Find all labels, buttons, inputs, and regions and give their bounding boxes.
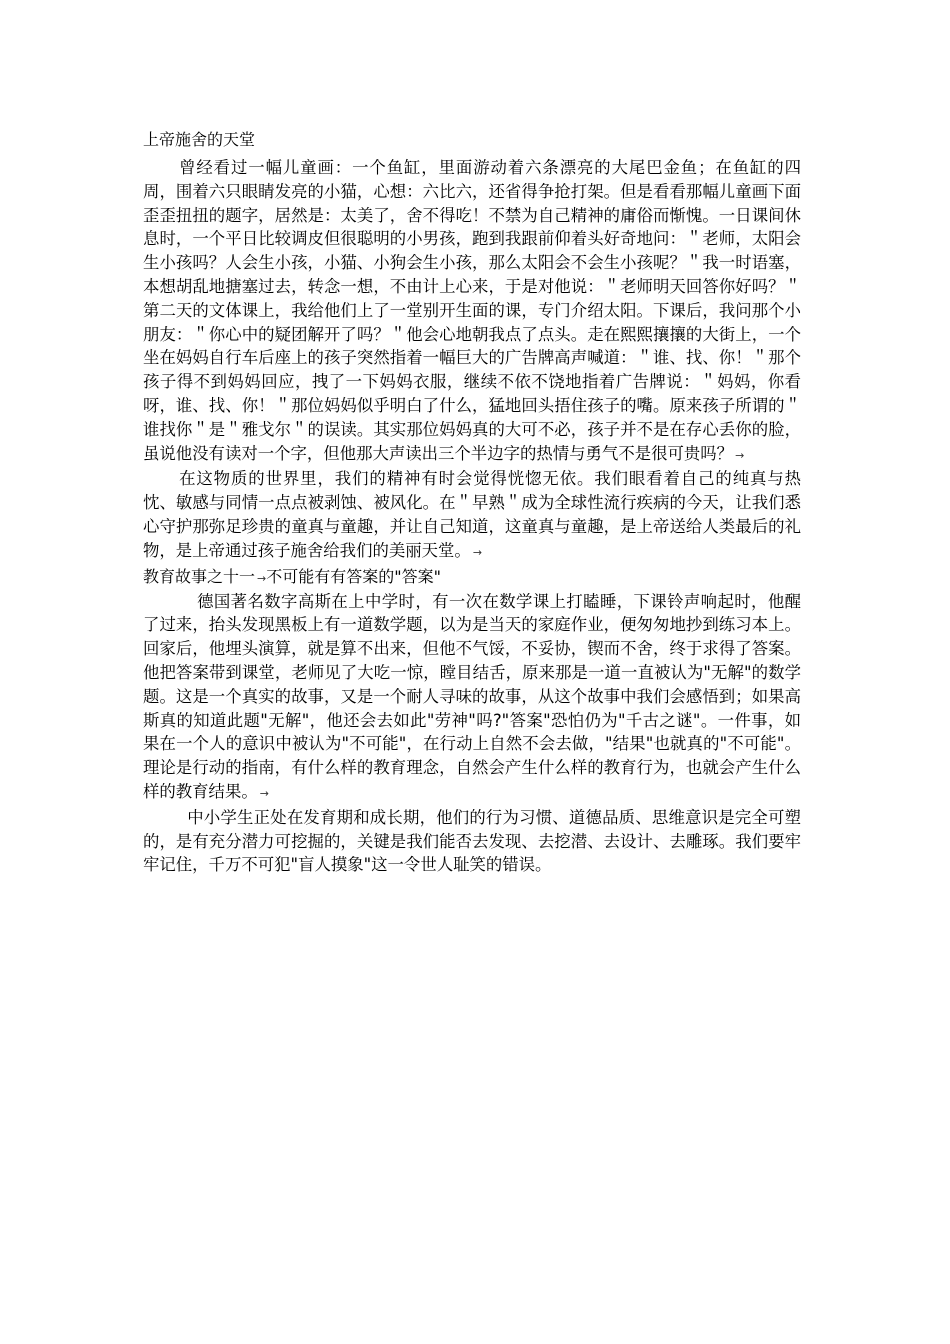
document-page	[143, 130, 801, 877]
paragraph-mark-arrow: →	[259, 786, 269, 800]
heading-mark-arrow: →	[257, 571, 267, 585]
paragraph-text: 曾经看过一幅儿童画：一个鱼缸，里面游动着六条漂亮的大尾巴金鱼；在鱼缸的四周，围着六只眼睛发亮的小猫，心想：六比六，还省得争抢打架。但是看看那幅儿童画下面歪歪扭扭的题字，居然是：太美了，舍不得吃！不禁为自己精神的庸俗而惭愧。一日课间休息时，一个平日比较调皮但很聪明的小男孩，跑到我跟前仰着头好奇地问：＂老师，太阳会生小孩吗？人会生小孩，小猫、小狗会生小孩，那么太阳会不会生小孩呢？＂我一时语塞，本想胡乱地搪塞过去，转念一想，不由计上心来，于是对他说：＂老师明天回答你好吗？＂第二天的文体课上，我给他们上了一堂别开生面的课，专门介绍太阳。下课后，我问那个小朋友：＂你心中的疑团解开了吗？＂他会心地朝我点了点头。走在熙熙攘攘的大街上，一个坐在妈妈自行车后座上的孩子突然指着一幅巨大的广告牌高声喊道：＂谁、找、你！＂那个孩子得不到妈妈回应，拽了一下妈妈衣服，继续不依不饶地指着广告牌说：＂妈妈，你看呀，谁、找、你！＂那位妈妈似乎明白了什么，猛地回头捂住孩子的嘴。原来孩子所谓的＂谁找你＂是＂雅戈尔＂的误读。其实那位妈妈真的大可不必，孩子并不是在存心丢你的脸，虽说他没有读对一个字，但他那大声读出三个半边字的热情与勇气不是很可贵吗？	[143, 158, 801, 463]
paragraph-students-potential	[143, 806, 801, 877]
paragraph-text: 中小学生正处在发育期和成长期，他们的行为习惯、道德品质、思维意识是完全可塑的，是有充分潜力可挖掘的，关键是我们能否去发现、去挖潜、去设计、去雕琢。我们要牢牢记住，千万不可犯"盲人摸象"这一令世人耻笑的错误。	[143, 807, 801, 875]
section-subtitle: 不可能有有答案的"答案"	[266, 566, 441, 586]
paragraph-gauss-story	[143, 590, 801, 806]
section-heading-label: 教育故事之十一	[143, 566, 256, 586]
paragraph-mark-arrow: →	[472, 545, 483, 559]
paragraph-text: 德国著名数字高斯在上中学时，有一次在数学课上打瞌睡，下课铃声响起时，他醒了过来，抬头发现黑板上有一道数学题，以为是当天的家庭作业，便匆匆地抄到练习本上。回家后，他埋头演算，就是算不出来，但他不气馁，不妥协，锲而不舍，终于求得了答案。他把答案带到课堂，老师见了大吃一惊，瞠目结舌，原来那是一道一直被认为"无解"的数学题。这是一个真实的故事，又是一个耐人寻味的故事，从这个故事中我们会感悟到；如果高斯真的知道此题"无解"，他还会去如此"劳神"吗?"答案"恐怕仍为"千古之谜"。一件事，如果在一个人的意识中被认为"不可能"，在行动上自然不会去做，"结果"也就真的"不可能"。理论是行动的指南，有什么样的教育理念，自然会产生什么样的教育行为，也就会产生什么样的教育结果。	[143, 591, 801, 801]
paragraph-material-world	[143, 467, 801, 564]
paragraph-childrens-drawing	[143, 156, 801, 467]
paragraph-mark-arrow: →	[735, 448, 745, 462]
section-heading	[143, 565, 801, 590]
paragraph-text: 在这物质的世界里，我们的精神有时会觉得恍惚无依。我们眼看着自己的纯真与热忱、敏感与同情一点点被剥蚀、被风化。在＂早熟＂成为全球性流行疾病的今天，让我们悉心守护那弥足珍贵的童真与童趣，并让自己知道，这童真与童趣，是上帝送给人类最后的礼物，是上帝通过孩子施舍给我们的美丽天堂。	[143, 469, 801, 560]
document-title: 上帝施舍的天堂	[143, 130, 256, 149]
